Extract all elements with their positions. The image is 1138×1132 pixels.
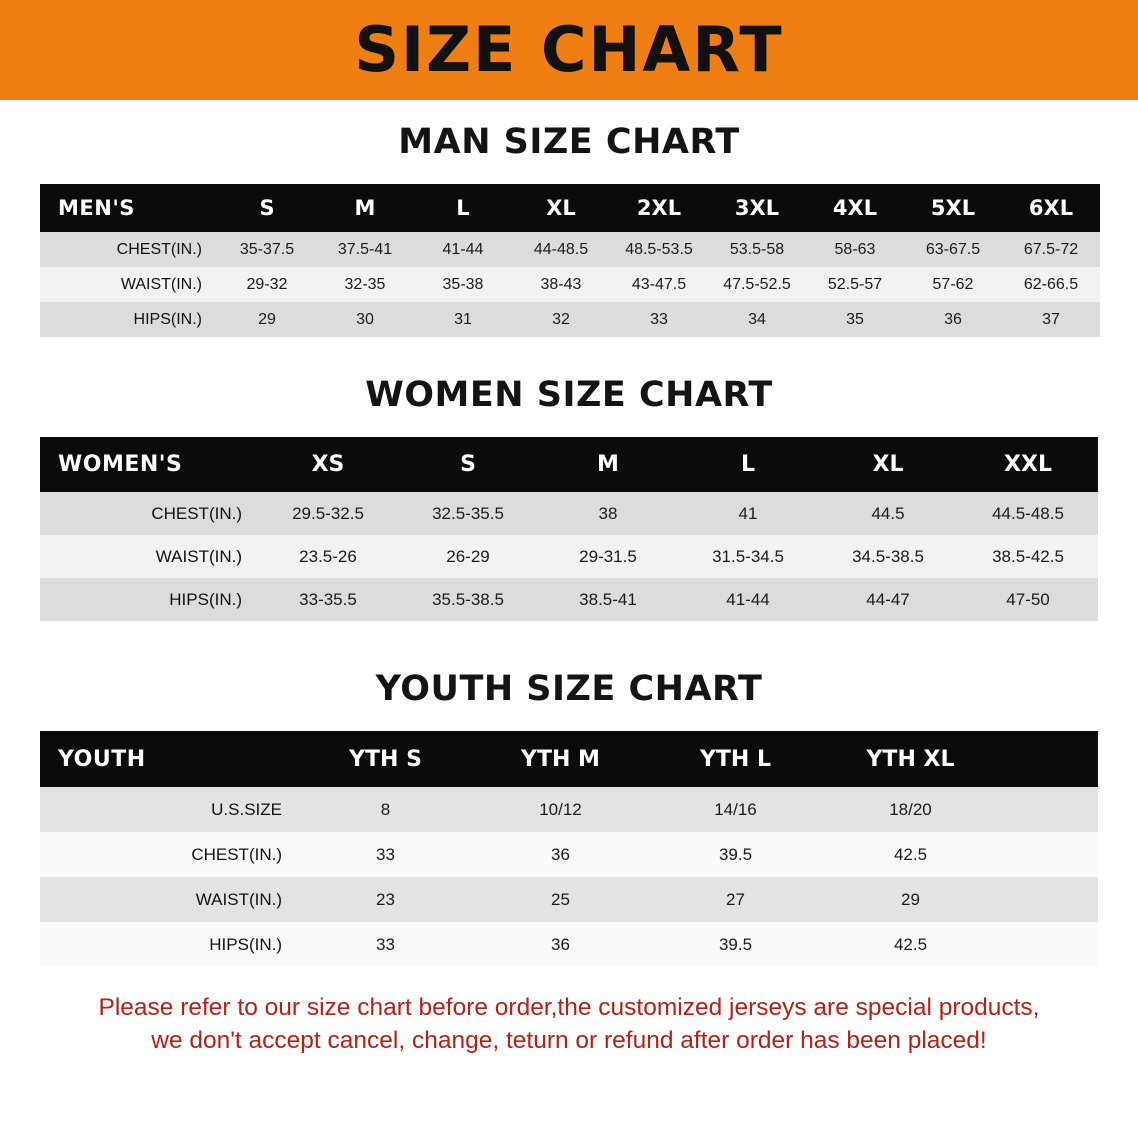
women-section-title: WOMEN SIZE CHART	[365, 375, 773, 415]
men-cell: 41-44	[442, 240, 484, 258]
table-row	[40, 492, 1098, 535]
youth-size-table	[40, 731, 1098, 967]
table-row	[40, 267, 1100, 302]
women-size-header: L	[740, 452, 756, 477]
men-cell: 34	[748, 310, 766, 328]
men-cell: 52.5-57	[827, 275, 883, 293]
men-cell: 63-67.5	[925, 240, 981, 258]
youth-cell: 36	[551, 844, 570, 864]
youth-size-header: YTH M	[521, 746, 600, 772]
man-table-wrap	[40, 184, 1098, 337]
men-cell: 62-66.5	[1023, 275, 1079, 293]
youth-header-row	[40, 731, 1098, 787]
men-corner-label: MEN'S	[58, 196, 135, 220]
women-cell: 38	[598, 503, 618, 523]
women-row-label: WAIST(IN.)	[155, 546, 242, 566]
men-cell: 35	[846, 310, 864, 328]
men-cell: 33	[650, 310, 668, 328]
men-cell: 30	[356, 310, 374, 328]
men-cell: 48.5-53.5	[625, 240, 693, 258]
youth-cell: 33	[376, 844, 395, 864]
men-size-header: 5XL	[930, 196, 976, 220]
youth-cell: 33	[376, 934, 395, 954]
women-corner-label: WOMEN'S	[58, 452, 183, 477]
men-size-header: L	[456, 196, 470, 220]
youth-cell: 36	[551, 934, 570, 954]
disclaimer-note	[36, 991, 1102, 1057]
men-cell: 29	[258, 310, 276, 328]
women-cell: 35.5-38.5	[432, 589, 504, 609]
men-cell: 57-62	[932, 275, 974, 293]
youth-table-wrap	[40, 731, 1098, 967]
men-size-header: 2XL	[636, 196, 682, 220]
youth-header-spacer	[998, 731, 1098, 787]
men-cell: 38-43	[540, 275, 582, 293]
youth-cell-spacer	[998, 832, 1098, 877]
youth-cell: 42.5	[893, 844, 928, 864]
men-cell: 43-47.5	[631, 275, 687, 293]
youth-cell: 18/20	[889, 799, 932, 819]
table-row	[40, 578, 1098, 621]
men-cell: 35-38	[442, 275, 484, 293]
women-cell: 44.5	[871, 503, 905, 523]
women-cell: 33-35.5	[299, 589, 357, 609]
women-cell: 32.5-35.5	[432, 503, 504, 523]
youth-cell: 39.5	[718, 934, 753, 954]
men-cell: 31	[454, 310, 472, 328]
youth-size-header: YTH XL	[866, 746, 955, 772]
men-cell: 29-32	[246, 275, 288, 293]
youth-cell-spacer	[998, 787, 1098, 832]
table-row	[40, 832, 1098, 877]
men-cell: 58-63	[834, 240, 876, 258]
men-row-label: CHEST(IN.)	[116, 240, 202, 258]
women-table-wrap	[40, 437, 1098, 621]
women-cell: 34.5-38.5	[852, 546, 924, 566]
table-row	[40, 922, 1098, 967]
men-cell: 36	[944, 310, 962, 328]
women-cell: 44.5-48.5	[992, 503, 1064, 523]
table-row	[40, 787, 1098, 832]
women-cell: 41-44	[726, 589, 770, 609]
women-size-header: M	[597, 452, 619, 477]
youth-cell: 14/16	[714, 799, 757, 819]
men-row-label: HIPS(IN.)	[133, 310, 202, 328]
women-cell: 23.5-26	[299, 546, 357, 566]
man-section-title: MAN SIZE CHART	[398, 122, 740, 162]
women-cell: 29-31.5	[579, 546, 637, 566]
youth-row-label: WAIST(IN.)	[195, 889, 282, 909]
youth-cell: 39.5	[718, 844, 753, 864]
men-cell: 35-37.5	[239, 240, 295, 258]
youth-cell-spacer	[998, 922, 1098, 967]
women-size-table	[40, 437, 1098, 621]
women-row-label: HIPS(IN.)	[169, 589, 242, 609]
men-cell: 32	[552, 310, 570, 328]
men-size-header: XL	[546, 196, 576, 220]
youth-row-label: HIPS(IN.)	[209, 934, 282, 954]
men-size-header: 4XL	[832, 196, 878, 220]
youth-cell: 29	[901, 889, 920, 909]
women-cell: 31.5-34.5	[712, 546, 784, 566]
youth-section-title: YOUTH SIZE CHART	[375, 669, 763, 709]
men-size-table	[40, 184, 1100, 337]
men-row-label: WAIST(IN.)	[120, 275, 202, 293]
men-size-header: 6XL	[1028, 196, 1074, 220]
men-size-header: S	[259, 196, 275, 220]
men-cell: 37.5-41	[337, 240, 393, 258]
disclaimer-line-2: we don't accept cancel, change, teturn or refund after order has been placed!	[151, 1027, 987, 1055]
women-size-header: XL	[872, 452, 904, 477]
women-row-label: CHEST(IN.)	[151, 503, 242, 523]
disclaimer-line-1: Please refer to our size chart before order,the customized jerseys are special products,	[98, 994, 1040, 1021]
men-header-row	[40, 184, 1100, 232]
women-cell: 38.5-41	[579, 589, 637, 609]
men-cell: 53.5-58	[729, 240, 785, 258]
women-cell: 26-29	[446, 546, 490, 566]
women-cell: 47-50	[1006, 589, 1050, 609]
women-cell: 41	[738, 503, 758, 523]
youth-cell-spacer	[998, 877, 1098, 922]
men-cell: 32-35	[344, 275, 386, 293]
men-cell: 47.5-52.5	[723, 275, 791, 293]
women-cell: 38.5-42.5	[992, 546, 1064, 566]
table-row	[40, 302, 1100, 337]
women-cell: 44-47	[866, 589, 910, 609]
page-title: SIZE CHART	[354, 13, 784, 86]
page-banner	[0, 0, 1138, 100]
women-size-header: S	[460, 452, 476, 477]
table-row	[40, 877, 1098, 922]
men-cell: 44-48.5	[533, 240, 589, 258]
men-size-header: M	[354, 196, 376, 220]
women-cell: 29.5-32.5	[292, 503, 364, 523]
table-row	[40, 232, 1100, 267]
men-cell: 37	[1042, 310, 1060, 328]
youth-row-label: U.S.SIZE	[211, 799, 282, 819]
women-header-row	[40, 437, 1098, 492]
youth-cell: 23	[376, 889, 395, 909]
youth-cell: 42.5	[893, 934, 928, 954]
youth-cell: 25	[551, 889, 570, 909]
youth-cell: 27	[726, 889, 745, 909]
youth-cell: 8	[380, 799, 391, 819]
women-size-header: XS	[311, 452, 345, 477]
women-size-header: XXL	[1004, 452, 1052, 477]
table-row	[40, 535, 1098, 578]
men-cell: 67.5-72	[1023, 240, 1079, 258]
youth-cell: 10/12	[539, 799, 582, 819]
men-size-header: 3XL	[734, 196, 780, 220]
youth-size-header: YTH L	[699, 746, 772, 772]
youth-size-header: YTH S	[349, 746, 422, 772]
youth-corner-label: YOUTH	[58, 746, 146, 772]
youth-row-label: CHEST(IN.)	[191, 844, 282, 864]
